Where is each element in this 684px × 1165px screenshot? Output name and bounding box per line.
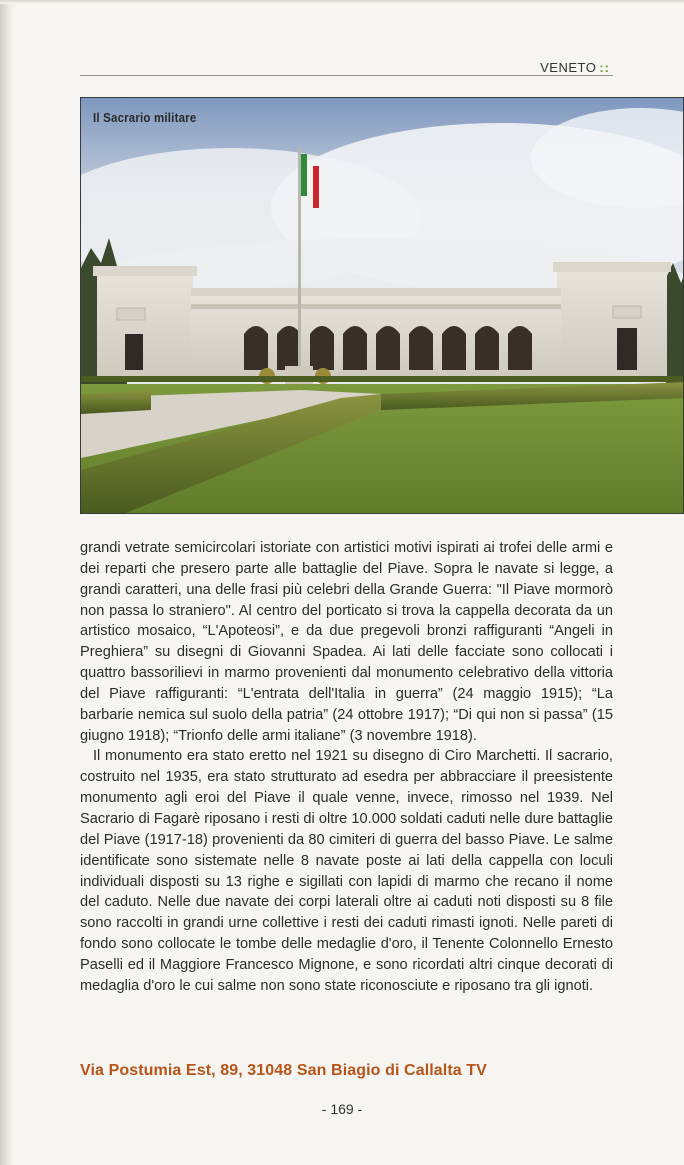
sacrario-photo xyxy=(80,97,684,514)
body-text xyxy=(80,538,613,997)
page-top-edge xyxy=(0,0,684,4)
page-number: - 169 - xyxy=(321,1101,363,1117)
paragraph-2: Il monumento era stato eretto nel 1921 su disegno di Ciro Marchetti. Il sacrario, costruito nel 1935, era stato strutturato ad esedra per abbracciare il preesistente monumento agli eroi del Piave il quale venne, invece, rimosso nel 1939. Nel Sacrario di Fagarè riposano i resti di oltre 10.000 soldati caduti nelle dure battaglie del Piave (1917-18) provenienti da 80 cimiteri di guerra del basso Piave. Le salme identificate sono sistemate nelle 8 navate poste ai lati della cappella con loculi individuali disposti su 13 righe e sigillati con lapidi di marmo che recano il nome del caduto. Nelle due navate dei corpi laterali oltre ai caduti noti disposti su 8 file sono raccolti in grandi urne collettive i resti dei caduti rimasti ignoti. Nelle pareti di fondo sono collocate le tombe delle medaglie d'oro, il Tenente Colonnello Ernesto Paselli ed il Maggiore Francesco Mignone, e sono ricordati altri cinque decorati di medaglia d'oro le cui salme non sono state riconosciute e riposano tra gli ignoti. xyxy=(80,748,613,994)
page-binding-edge xyxy=(0,0,14,1165)
header-ornament: :: xyxy=(599,60,610,75)
photo-caption: Il Sacrario militare xyxy=(93,111,197,125)
paragraph-1: grandi vetrate semicircolari istoriate con artistici motivi ispirati ai trofei delle armi e dei reparti che presero parte alle battaglie del Piave. Sopra le navate si legge, a grandi caratteri, una delle frasi più celebri della Grande Guerra: "Il Piave mormorò non passa lo straniero". Al centro del porticato si trova la cappella decorata da un artistico mosaico, “L'Apoteosi”, e da due pregevoli bronzi raffiguranti “Angeli in Preghiera” su disegni di Giovanni Spadea. Ai lati delle facciate sono collocati i quattro bassorilievi in marmo provenienti dal monumento celebrativo della vittoria del Piave raffiguranti: “L'entrata dell'Italia in guerra” (24 maggio 1915); “La barbarie nemica sul suolo della patria” (24 ottobre 1917); “Di qui non si passa” (15 giugno 1918); “Trionfo delle armi italiane” (3 novembre 1918). xyxy=(80,540,613,744)
region-name: VENETO xyxy=(540,60,597,75)
photo-image xyxy=(81,98,684,514)
address-line: Via Postumia Est, 89, 31048 San Biagio di Callalta TV xyxy=(80,1062,487,1079)
running-header xyxy=(540,60,610,75)
header-divider xyxy=(80,75,613,76)
